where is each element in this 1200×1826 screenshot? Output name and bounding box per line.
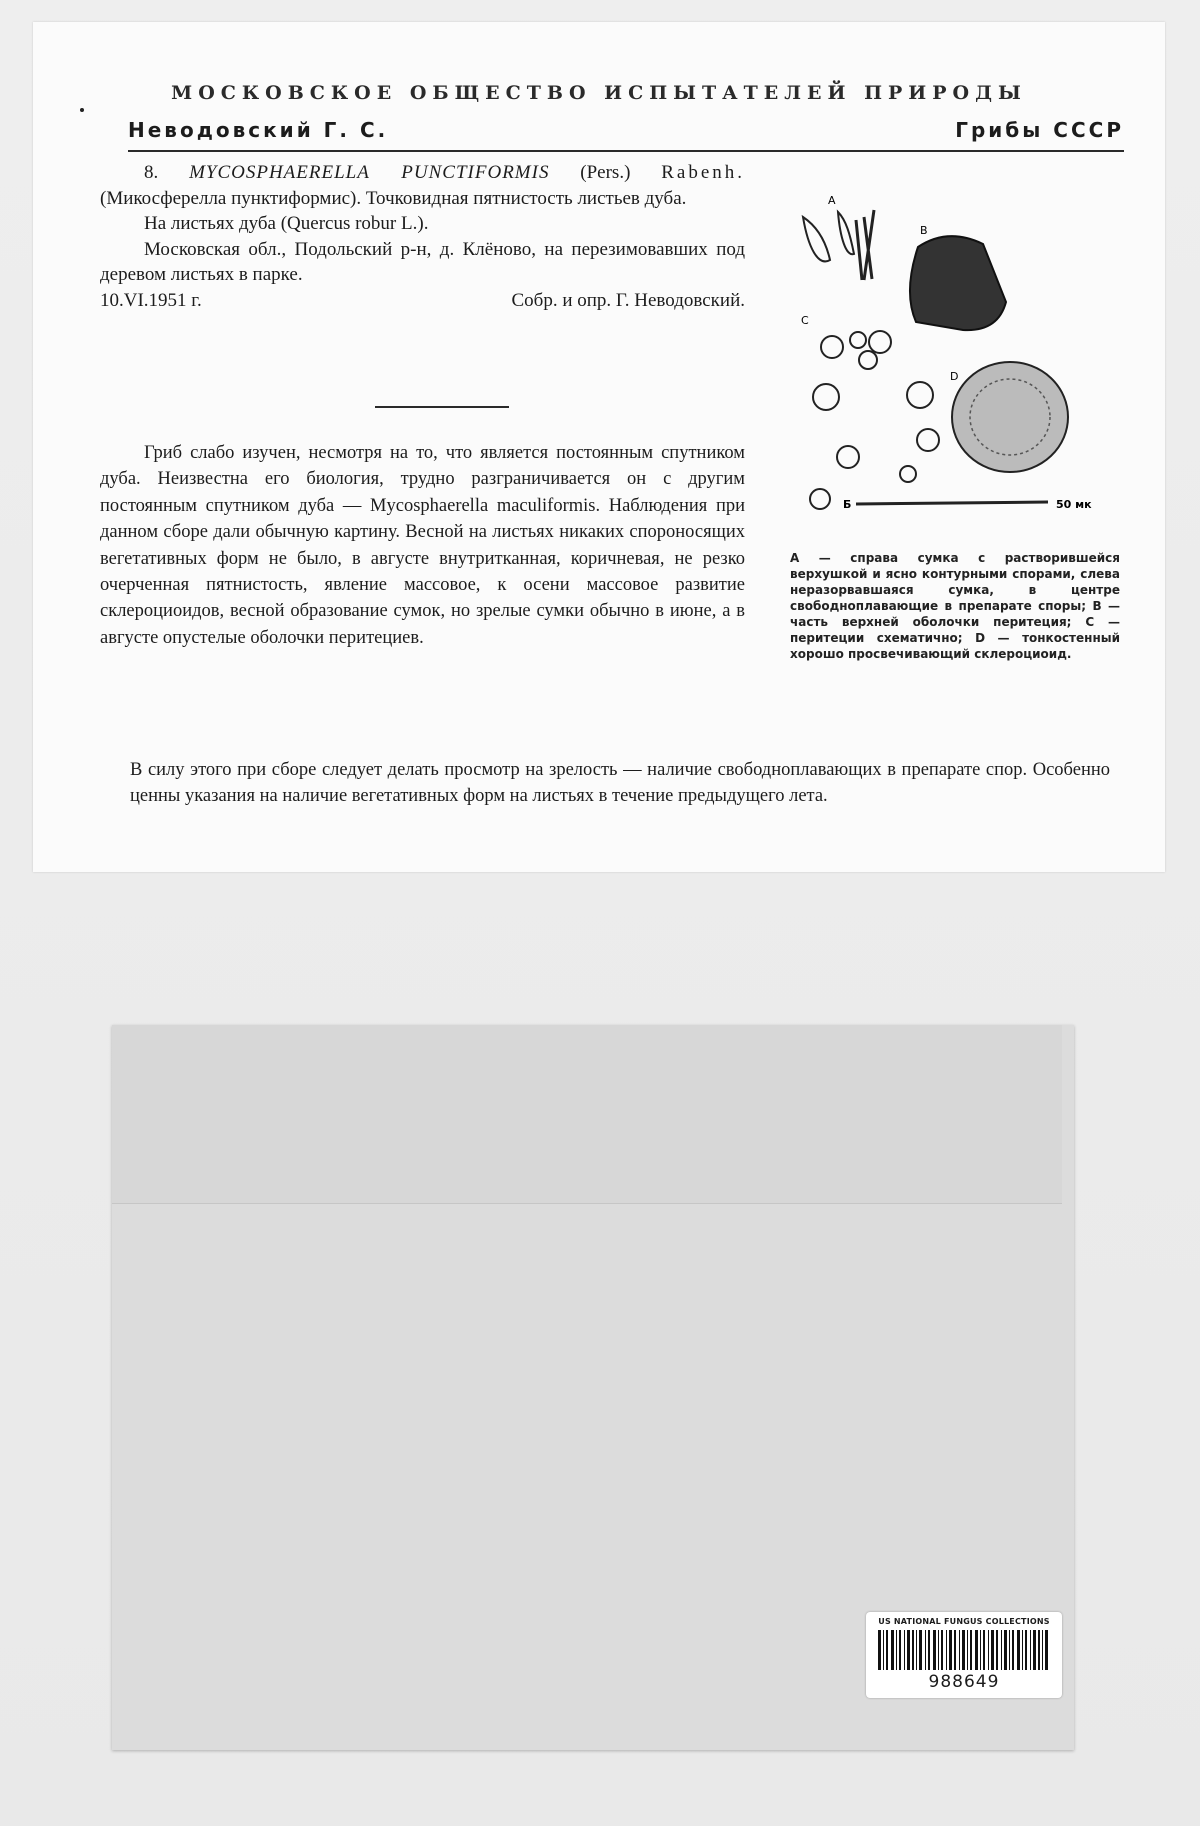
spore-3 (869, 331, 891, 353)
barcode-number: 988649 (928, 1672, 1000, 1692)
scale-bar (856, 502, 1048, 504)
spore-9 (917, 429, 939, 451)
figure-letter-b: B (920, 224, 928, 237)
spore-2 (850, 332, 866, 348)
figure-letter-d: D (950, 370, 959, 383)
notes-paragraph-2: В силу этого при сборе следует делать просмотр на зрелость — наличие свободноплавающих в препарате спор. Особенно ценны указания на наличие вегетативных форм на листьях в течение предыдущего лета. (130, 760, 1110, 807)
collector: Собр. и опр. Г. Неводовский. (511, 289, 745, 311)
spore-8 (900, 466, 916, 482)
authority-cont: Rabenh. (661, 162, 746, 183)
ascus-shape-2 (838, 212, 854, 254)
ascus-shape-1 (803, 217, 830, 261)
host-line (100, 211, 745, 237)
spore-4 (859, 351, 877, 369)
scale-value: 50 мк (1056, 498, 1092, 511)
figure-letter-a: A (828, 194, 836, 207)
series-name: Грибы СССР (955, 118, 1124, 142)
common-name: (Микосферелла пунктиформис). Точковидная пятнистость листьев дуба. (100, 187, 687, 209)
separator-rule (375, 406, 509, 408)
figure-letter-c: C (801, 314, 809, 327)
peritheium-wall-shape (910, 236, 1006, 330)
date-collector-row (100, 288, 745, 314)
author-name: Неводовский Г. С. (128, 118, 389, 142)
label-header-row (128, 118, 1124, 148)
host-suffix: ). (417, 213, 429, 235)
notes-paragraph-1: Гриб слабо изучен, несмотря на то, что является постоянным спутником дуба. Неизвестна его биология, трудно разграничивается он с другим постоянным спутником дуба — Mycosphaerella maculiformis. Наблюдения при данном сборе дали обычную картину. Весной на листьях никаких спороносящих вегетативных форм не было, в августе внутритканная, коричневая, не резко очерченная пятнистость, явление массовое, к осени массовое развитие склероциоидов, весной образование сумок, но зрелые сумки обычно в июне, а в августе опустелые оболочки перитециев. (100, 443, 745, 648)
notes-text-continued (130, 757, 1110, 810)
header-rule (128, 150, 1124, 152)
society-name: МОСКОВСКОЕ ОБЩЕСТВО ИСПЫТАТЕЛЕЙ ПРИРОДЫ (171, 82, 1027, 104)
spore-10 (810, 489, 830, 509)
specimen-entry (100, 160, 745, 314)
ascus-shape-3 (856, 210, 874, 280)
species-line (100, 160, 745, 211)
locality-line: Московская обл., Подольский р-н, д. Клёново, на перезимовавших под деревом листьях в парке. (100, 238, 745, 286)
barcode-label (866, 1612, 1062, 1698)
authority: (Pers.) (580, 162, 631, 183)
microscopy-figure (798, 192, 1098, 522)
packet-flap (112, 1025, 1062, 1204)
margin-dot (80, 108, 84, 112)
notes-text (100, 440, 745, 651)
host-latin: Quercus robur L. (287, 213, 418, 235)
host-prefix: На листьях дуба ( (144, 213, 288, 235)
species-name: MYCOSPHAERELLA PUNCTIFORMIS (189, 162, 550, 183)
entry-number: 8. (144, 162, 159, 183)
spore-6 (907, 382, 933, 408)
spore-5 (813, 384, 839, 410)
figure-caption: A — справа сумка с растворившейся верхушкой и ясно контурными спорами, слева неразорвавшаяся сумка, в центре свободноплавающие в препарате споры; B — часть верхней оболочки перитеция; C — перитеции схематично; D — тонкостенный хорошо просвечивающий склероциоид. (790, 551, 1120, 661)
collection-date: 10.VI.1951 г. (100, 289, 202, 311)
scale-label: Б (843, 498, 852, 511)
barcode-bars (878, 1630, 1050, 1670)
spore-1 (821, 336, 843, 358)
spore-7 (837, 446, 859, 468)
barcode-title: US NATIONAL FUNGUS COLLECTIONS (878, 1617, 1050, 1626)
